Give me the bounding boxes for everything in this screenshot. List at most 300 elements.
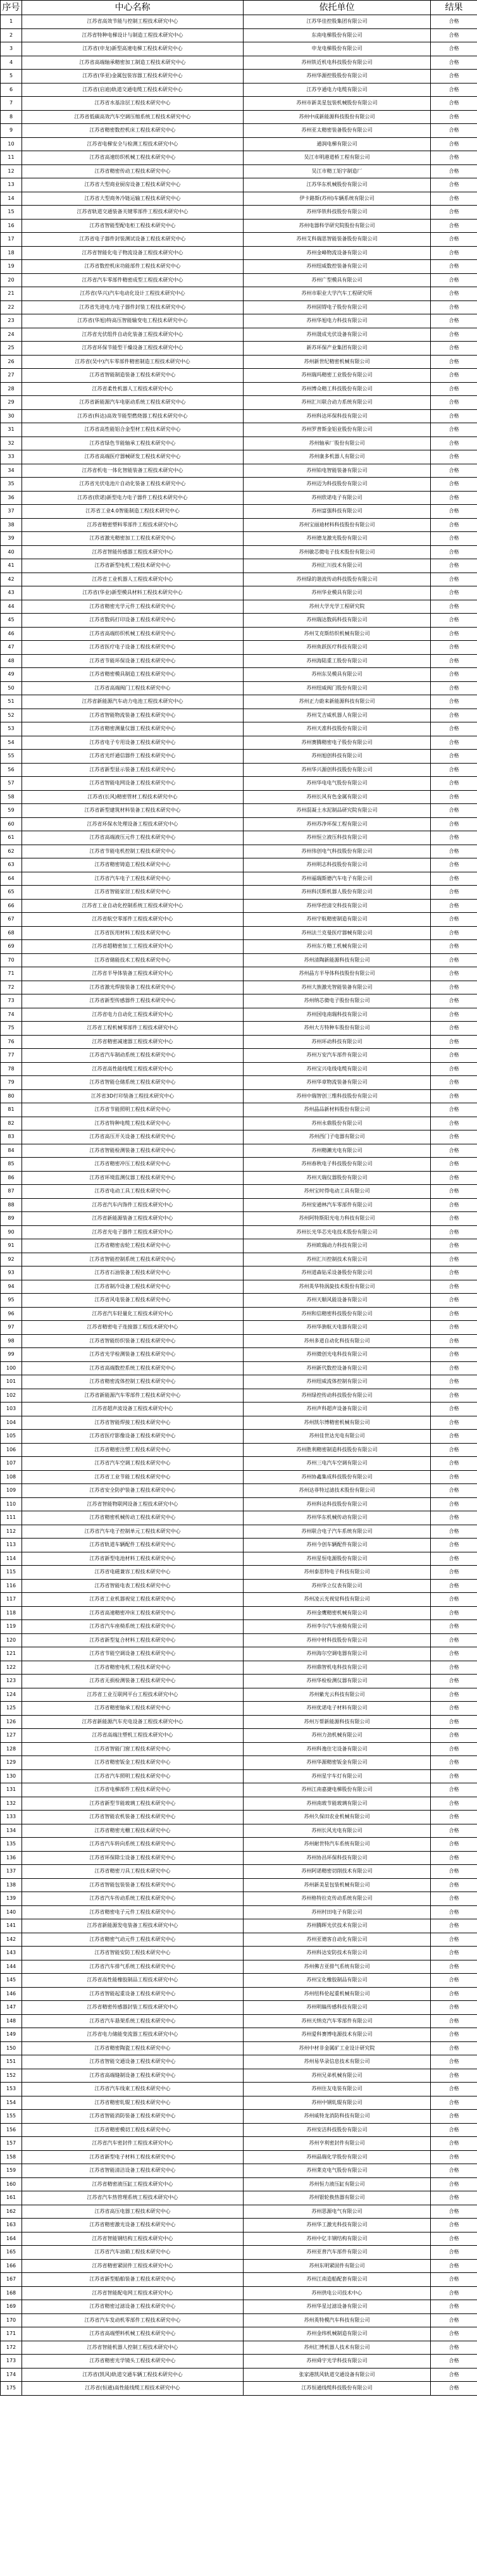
table-row xyxy=(1,913,477,927)
result: 合格 xyxy=(431,1348,477,1362)
table-row xyxy=(1,1280,477,1294)
row-number: 18 xyxy=(1,246,22,260)
host-unit: 苏州纽威阀门股份有限公司 xyxy=(244,681,431,695)
host-unit: 苏州富强科技有限公司 xyxy=(244,505,431,519)
host-unit: 苏州中材非金属矿工业设计研究院 xyxy=(244,2041,431,2055)
result: 合格 xyxy=(431,28,477,42)
host-unit: 苏州华业模具有限公司 xyxy=(244,586,431,600)
center-name: 江苏省(华旭)特高压智能输变电工程技术研究中心 xyxy=(22,314,244,328)
table-row xyxy=(1,668,477,682)
row-number: 21 xyxy=(1,287,22,301)
result: 合格 xyxy=(431,600,477,614)
host-unit: 苏州敏芯微电子技术股份有限公司 xyxy=(244,545,431,559)
table-row xyxy=(1,369,477,383)
table-row xyxy=(1,1144,477,1158)
result: 合格 xyxy=(431,2001,477,2015)
host-unit: 苏州微创光电科技有限公司 xyxy=(244,1348,431,1362)
table-row xyxy=(1,1307,477,1321)
host-unit: 苏州中钢轧辊有限公司 xyxy=(244,2096,431,2110)
center-name: 江苏省汽车转向系统工程技术研究中心 xyxy=(22,1838,244,1852)
table-row xyxy=(1,994,477,1008)
table-row xyxy=(1,817,477,831)
center-name: 江苏省精密陶瓷工程技术研究中心 xyxy=(22,2041,244,2055)
row-number: 54 xyxy=(1,736,22,750)
center-name: 江苏省医用材料工程技术研究中心 xyxy=(22,926,244,940)
host-unit: 苏州旭创科技有限公司 xyxy=(244,750,431,764)
host-unit: 张家港凯风轨道交通设备有限公司 xyxy=(244,2368,431,2382)
center-name: 江苏省精密电子连接器工程技术研究中心 xyxy=(22,1321,244,1335)
host-unit: 苏州华星过滤设备有限公司 xyxy=(244,2300,431,2314)
row-number: 155 xyxy=(1,2110,22,2124)
table-row xyxy=(1,2001,477,2015)
result: 合格 xyxy=(431,858,477,872)
center-name: 江苏省高性能铝合金型材工程技术研究中心 xyxy=(22,423,244,437)
center-name: 江苏省精密塑料零部件工程技术研究中心 xyxy=(22,518,244,532)
row-number: 165 xyxy=(1,2246,22,2260)
center-name: 江苏省高端塑料机械工程技术研究中心 xyxy=(22,2327,244,2341)
result: 合格 xyxy=(431,56,477,70)
center-name: 江苏省(凯风)轨道交通车辆工程技术研究中心 xyxy=(22,2368,244,2382)
result: 合格 xyxy=(431,545,477,559)
result: 合格 xyxy=(431,1702,477,1716)
center-name: 江苏省汽车轻量化工程技术研究中心 xyxy=(22,1307,244,1321)
result: 合格 xyxy=(431,2259,477,2273)
center-name: 江苏省3D打印装备工程技术研究中心 xyxy=(22,1089,244,1103)
table-row xyxy=(1,940,477,954)
center-name: 江苏省高端轴承精密加工制造工程技术研究中心 xyxy=(22,56,244,70)
result: 合格 xyxy=(431,1824,477,1838)
table-row xyxy=(1,926,477,940)
center-name: 江苏省智能物联网设备工程技术研究中心 xyxy=(22,1497,244,1511)
center-name: 江苏省环保除尘设备工程技术研究中心 xyxy=(22,1851,244,1865)
host-unit: 苏州宝兴电线电缆有限公司 xyxy=(244,1062,431,1076)
row-number: 126 xyxy=(1,1715,22,1729)
result: 合格 xyxy=(431,1539,477,1552)
host-unit: 苏州纳芯微电子股份有限公司 xyxy=(244,994,431,1008)
table-row xyxy=(1,1103,477,1117)
table-row xyxy=(1,1266,477,1280)
row-number: 13 xyxy=(1,178,22,192)
row-number: 42 xyxy=(1,573,22,586)
result: 合格 xyxy=(431,1892,477,1906)
row-number: 32 xyxy=(1,437,22,450)
host-unit: 苏州宝化橡胶制品有限公司 xyxy=(244,1974,431,1988)
center-name: 江苏省高端阀门工程技术研究中心 xyxy=(22,681,244,695)
result: 合格 xyxy=(431,83,477,97)
host-unit: 苏州中亿丰钢结构有限公司 xyxy=(244,2232,431,2246)
center-name: 江苏省高端医疗器械研发工程技术研究中心 xyxy=(22,450,244,464)
center-name: 江苏省大型商务冷链运输工程技术研究中心 xyxy=(22,192,244,206)
result: 合格 xyxy=(431,1919,477,1933)
host-unit: 苏州国电南瑞科技有限公司 xyxy=(244,1008,431,1022)
header-center-name: 中心名称 xyxy=(22,1,244,15)
row-number: 145 xyxy=(1,1974,22,1988)
table-row xyxy=(1,273,477,287)
host-unit: 苏州威特龙消防科技有限公司 xyxy=(244,2110,431,2124)
result: 合格 xyxy=(431,953,477,967)
result: 合格 xyxy=(431,518,477,532)
row-number: 23 xyxy=(1,314,22,328)
result: 合格 xyxy=(431,70,477,84)
result: 合格 xyxy=(431,2382,477,2396)
host-unit: 苏州天准科技股份有限公司 xyxy=(244,722,431,736)
result: 合格 xyxy=(431,695,477,709)
result: 合格 xyxy=(431,2014,477,2028)
host-unit: 苏州供电公司技术中心 xyxy=(244,2286,431,2300)
host-unit: 苏州华源控股股份有限公司 xyxy=(244,70,431,84)
center-name: 江苏省智能电表工程技术研究中心 xyxy=(22,1579,244,1593)
table-row xyxy=(1,1470,477,1484)
center-name: 江苏省工业互联网平台工程技术研究中心 xyxy=(22,1688,244,1702)
row-number: 115 xyxy=(1,1566,22,1580)
center-name: 江苏省精密光学元件工程技术研究中心 xyxy=(22,600,244,614)
center-name: 江苏省工业机器人工程技术研究中心 xyxy=(22,573,244,586)
table-row xyxy=(1,2205,477,2219)
center-name: 江苏省激光精密加工工程技术研究中心 xyxy=(22,532,244,546)
center-name: 江苏省石油装备工程技术研究中心 xyxy=(22,1266,244,1280)
result: 合格 xyxy=(431,1987,477,2001)
table-row xyxy=(1,1769,477,1783)
center-name: 江苏省新能源汽车电驱动系统工程技术研究中心 xyxy=(22,396,244,410)
center-name: 江苏省智能家居工程技术研究中心 xyxy=(22,886,244,900)
center-name: 江苏省光学检测装备工程技术研究中心 xyxy=(22,1348,244,1362)
row-number: 41 xyxy=(1,559,22,573)
center-name: 江苏省新能源汽车充电设备工程技术研究中心 xyxy=(22,1715,244,1729)
host-unit: 吴江市明港道桥工程有限公司 xyxy=(244,151,431,165)
host-unit: 苏州铂电智能装备有限公司 xyxy=(244,464,431,478)
result: 合格 xyxy=(431,314,477,328)
host-unit: 苏州福瑞斯德汽车电子有限公司 xyxy=(244,872,431,886)
row-number: 95 xyxy=(1,1294,22,1308)
table-row xyxy=(1,42,477,56)
center-name: 江苏省(科达)高效节能型燃烧器工程技术研究中心 xyxy=(22,409,244,423)
row-number: 58 xyxy=(1,790,22,804)
host-unit: 伊卡路斯(苏州)车辆系统有限公司 xyxy=(244,192,431,206)
center-name: 江苏省新型电机工程技术研究中心 xyxy=(22,559,244,573)
row-number: 108 xyxy=(1,1470,22,1484)
row-number: 5 xyxy=(1,70,22,84)
host-unit: 苏州村田电子有限公司 xyxy=(244,1905,431,1919)
row-number: 57 xyxy=(1,777,22,791)
host-unit: 苏州泰思特电子科技有限公司 xyxy=(244,1566,431,1580)
center-name: 江苏省电力储能变流器工程技术研究中心 xyxy=(22,2028,244,2042)
host-unit: 苏州金峰物流设备有限公司 xyxy=(244,246,431,260)
host-unit: 苏州思源电气有限公司 xyxy=(244,2205,431,2219)
result: 合格 xyxy=(431,1974,477,1988)
host-unit: 苏州华源精密钣金有限公司 xyxy=(244,1756,431,1770)
row-number: 128 xyxy=(1,1742,22,1756)
row-number: 55 xyxy=(1,750,22,764)
center-name: 江苏省智能包装装备工程技术研究中心 xyxy=(22,1878,244,1892)
result: 合格 xyxy=(431,505,477,519)
center-name: 江苏省汽车线束工程技术研究中心 xyxy=(22,2083,244,2096)
center-name: 江苏省智能焊接工程技术研究中心 xyxy=(22,1416,244,1430)
row-number: 144 xyxy=(1,1960,22,1974)
host-unit: 苏州大族激光智能装备有限公司 xyxy=(244,981,431,994)
result: 合格 xyxy=(431,1470,477,1484)
table-row xyxy=(1,423,477,437)
table-row xyxy=(1,2341,477,2355)
row-number: 96 xyxy=(1,1307,22,1321)
row-number: 51 xyxy=(1,695,22,709)
row-number: 161 xyxy=(1,2191,22,2205)
host-unit: 苏州大方特种车股份有限公司 xyxy=(244,1022,431,1036)
table-row xyxy=(1,1185,477,1199)
result: 合格 xyxy=(431,2368,477,2382)
row-number: 68 xyxy=(1,926,22,940)
result: 合格 xyxy=(431,2300,477,2314)
row-number: 121 xyxy=(1,1647,22,1661)
center-name: 江苏省(欣诺)新型电力电子器件工程技术研究中心 xyxy=(22,491,244,505)
table-row xyxy=(1,1933,477,1947)
row-number: 122 xyxy=(1,1661,22,1675)
row-number: 171 xyxy=(1,2327,22,2341)
result: 合格 xyxy=(431,967,477,981)
result: 合格 xyxy=(431,151,477,165)
row-number: 17 xyxy=(1,233,22,247)
result: 合格 xyxy=(431,97,477,111)
table-row xyxy=(1,328,477,342)
table-row xyxy=(1,1239,477,1253)
row-number: 94 xyxy=(1,1280,22,1294)
result: 合格 xyxy=(431,559,477,573)
center-name: 江苏省环境监测仪器工程技术研究中心 xyxy=(22,1171,244,1185)
row-number: 27 xyxy=(1,369,22,383)
table-row xyxy=(1,790,477,804)
row-number: 104 xyxy=(1,1416,22,1430)
row-number: 119 xyxy=(1,1620,22,1634)
center-name: 江苏省精密齿轮工程技术研究中心 xyxy=(22,1239,244,1253)
table-row xyxy=(1,83,477,97)
row-number: 167 xyxy=(1,2273,22,2287)
center-name: 江苏省精密刀具工程技术研究中心 xyxy=(22,1865,244,1879)
center-name: 江苏省高端液压元件工程技术研究中心 xyxy=(22,831,244,845)
result: 合格 xyxy=(431,1321,477,1335)
center-name: 江苏省智能制造装备工程技术研究中心 xyxy=(22,369,244,383)
row-number: 157 xyxy=(1,2137,22,2151)
row-number: 166 xyxy=(1,2259,22,2273)
table-row xyxy=(1,56,477,70)
result: 合格 xyxy=(431,1266,477,1280)
result: 合格 xyxy=(431,1552,477,1566)
table-row xyxy=(1,300,477,314)
center-name: 江苏省精密电机工程技术研究中心 xyxy=(22,1661,244,1675)
table-row xyxy=(1,2259,477,2273)
center-name: 江苏省汽车发动机零部件工程技术研究中心 xyxy=(22,2313,244,2327)
row-number: 148 xyxy=(1,2014,22,2028)
row-number: 138 xyxy=(1,1878,22,1892)
result: 合格 xyxy=(431,164,477,178)
row-number: 40 xyxy=(1,545,22,559)
host-unit: 苏州长风光电有限公司 xyxy=(244,1824,431,1838)
center-name: 江苏省精密电子元件工程技术研究中心 xyxy=(22,1905,244,1919)
center-name: 江苏省光电子器件工程技术研究中心 xyxy=(22,1225,244,1239)
row-number: 14 xyxy=(1,192,22,206)
result: 合格 xyxy=(431,1838,477,1852)
host-unit: 苏州爱科赛博电源技术有限公司 xyxy=(244,2028,431,2042)
row-number: 84 xyxy=(1,1144,22,1158)
center-name: 江苏省超声波设备工程技术研究中心 xyxy=(22,1403,244,1416)
row-number: 141 xyxy=(1,1919,22,1933)
row-number: 105 xyxy=(1,1430,22,1444)
result: 合格 xyxy=(431,450,477,464)
center-name: 江苏省(华业)新型模具材料工程技术研究中心 xyxy=(22,586,244,600)
host-unit: 苏州华东机械传动有限公司 xyxy=(244,1511,431,1525)
table-row xyxy=(1,2300,477,2314)
host-unit: 苏州晶方半导体科技股份有限公司 xyxy=(244,967,431,981)
row-number: 114 xyxy=(1,1552,22,1566)
host-unit: 苏州华旭电力科技有限公司 xyxy=(244,314,431,328)
table-row xyxy=(1,1130,477,1144)
center-name: 江苏省新型船舶装备工程技术研究中心 xyxy=(22,2273,244,2287)
table-row xyxy=(1,478,477,492)
center-name: 江苏省智能纺织装备工程技术研究中心 xyxy=(22,1334,244,1348)
center-name: 江苏省智能物流装备工程技术研究中心 xyxy=(22,709,244,722)
row-number: 91 xyxy=(1,1239,22,1253)
result: 合格 xyxy=(431,1443,477,1457)
center-name: 江苏省汽车零部件精密成型工程技术研究中心 xyxy=(22,273,244,287)
table-row xyxy=(1,1416,477,1430)
host-unit: 苏州晶瑞化学股份有限公司 xyxy=(244,2150,431,2164)
result: 合格 xyxy=(431,1497,477,1511)
result: 合格 xyxy=(431,1633,477,1647)
center-name: 江苏省高性能橡胶制品工程技术研究中心 xyxy=(22,1974,244,1988)
table-row xyxy=(1,1606,477,1620)
row-number: 11 xyxy=(1,151,22,165)
row-number: 146 xyxy=(1,1987,22,2001)
host-unit: 苏州腾晖光伏技术有限公司 xyxy=(244,1919,431,1933)
table-row xyxy=(1,899,477,913)
row-number: 149 xyxy=(1,2028,22,2042)
table-row xyxy=(1,1022,477,1036)
row-number: 4 xyxy=(1,56,22,70)
result: 合格 xyxy=(431,2341,477,2355)
row-number: 60 xyxy=(1,817,22,831)
host-unit: 苏州中成新能源科技股份有限公司 xyxy=(244,110,431,124)
host-unit: 苏州江南造船配套有限公司 xyxy=(244,2273,431,2287)
host-unit: 苏州海尔空调电器有限公司 xyxy=(244,1647,431,1661)
table-row xyxy=(1,750,477,764)
row-number: 62 xyxy=(1,845,22,858)
result: 合格 xyxy=(431,804,477,818)
result: 合格 xyxy=(431,2164,477,2178)
row-number: 97 xyxy=(1,1321,22,1335)
row-number: 111 xyxy=(1,1511,22,1525)
result: 合格 xyxy=(431,1783,477,1797)
host-unit: 苏州康多机器人有限公司 xyxy=(244,450,431,464)
row-number: 53 xyxy=(1,722,22,736)
center-name: 江苏省精密冲压工程技术研究中心 xyxy=(22,1158,244,1172)
result: 合格 xyxy=(431,1361,477,1375)
table-row xyxy=(1,2382,477,2396)
result: 合格 xyxy=(431,273,477,287)
table-row xyxy=(1,2368,477,2382)
host-unit: 苏州混凝土水泥制品研究院有限公司 xyxy=(244,804,431,818)
host-unit: 苏州欧瑞动力科技有限公司 xyxy=(244,1239,431,1253)
table-row xyxy=(1,2191,477,2205)
result: 合格 xyxy=(431,831,477,845)
result: 合格 xyxy=(431,1307,477,1321)
table-row xyxy=(1,28,477,42)
center-name: 江苏省新型节能玻璃工程技术研究中心 xyxy=(22,1797,244,1811)
result: 合格 xyxy=(431,981,477,994)
center-name: 江苏省智能控制系统工程技术研究中心 xyxy=(22,1253,244,1266)
result: 合格 xyxy=(431,178,477,192)
result: 合格 xyxy=(431,1076,477,1090)
host-unit: 苏州鼎智机电科技有限公司 xyxy=(244,1661,431,1675)
row-number: 2 xyxy=(1,28,22,42)
row-number: 90 xyxy=(1,1225,22,1239)
result: 合格 xyxy=(431,2150,477,2164)
center-name: 江苏省轨道交通装备关键零部件工程技术研究中心 xyxy=(22,206,244,220)
host-unit: 苏州广型模具有限公司 xyxy=(244,273,431,287)
result: 合格 xyxy=(431,1158,477,1172)
row-number: 102 xyxy=(1,1389,22,1403)
host-unit: 苏州春秋电子科技股份有限公司 xyxy=(244,1158,431,1172)
table-row xyxy=(1,736,477,750)
result: 合格 xyxy=(431,777,477,791)
center-name: 江苏省医疗电子设备工程技术研究中心 xyxy=(22,641,244,655)
center-name: 江苏省汽车座椅系统工程技术研究中心 xyxy=(22,1620,244,1634)
row-number: 33 xyxy=(1,450,22,464)
host-unit: 苏州迈为科技股份有限公司 xyxy=(244,478,431,492)
result: 合格 xyxy=(431,1403,477,1416)
row-number: 125 xyxy=(1,1702,22,1716)
center-name: 江苏省精密数控机床工程技术研究中心 xyxy=(22,124,244,138)
host-unit: 苏州恒立液压科技有限公司 xyxy=(244,831,431,845)
result: 合格 xyxy=(431,1729,477,1743)
result: 合格 xyxy=(431,817,477,831)
host-unit: 苏州凌云光视觉科技有限公司 xyxy=(244,1593,431,1607)
table-row xyxy=(1,614,477,628)
table-row xyxy=(1,1348,477,1362)
host-unit: 苏州汇博机器人技术有限公司 xyxy=(244,2341,431,2355)
table-row xyxy=(1,2313,477,2327)
host-unit: 苏州安洁科技股份有限公司 xyxy=(244,2123,431,2137)
row-number: 56 xyxy=(1,763,22,777)
table-row xyxy=(1,2137,477,2151)
center-name: 江苏省风电装备工程技术研究中心 xyxy=(22,1294,244,1308)
row-number: 151 xyxy=(1,2055,22,2069)
row-number: 34 xyxy=(1,464,22,478)
row-number: 48 xyxy=(1,654,22,668)
result: 合格 xyxy=(431,994,477,1008)
center-name: 江苏省智能安防工程技术研究中心 xyxy=(22,1947,244,1960)
row-number: 75 xyxy=(1,1022,22,1036)
table-row xyxy=(1,2055,477,2069)
result: 合格 xyxy=(431,2191,477,2205)
host-unit: 苏州环动科技有限公司 xyxy=(244,1035,431,1049)
table-row xyxy=(1,1049,477,1063)
center-name: 江苏省(吴中)汽车零部件精密制造工程技术研究中心 xyxy=(22,355,244,369)
row-number: 66 xyxy=(1,899,22,913)
center-name: 江苏省精密模切工程技术研究中心 xyxy=(22,2123,244,2137)
host-unit: 苏州阿特斯阳光电力科技有限公司 xyxy=(244,1212,431,1226)
result: 合格 xyxy=(431,1225,477,1239)
result: 合格 xyxy=(431,246,477,260)
center-name: 江苏省汽车油箱工程技术研究中心 xyxy=(22,2246,244,2260)
table-row xyxy=(1,559,477,573)
table-row xyxy=(1,654,477,668)
row-number: 100 xyxy=(1,1361,22,1375)
table-row xyxy=(1,1225,477,1239)
result: 合格 xyxy=(431,1212,477,1226)
table-row xyxy=(1,1403,477,1416)
table-row xyxy=(1,2219,477,2232)
row-number: 120 xyxy=(1,1633,22,1647)
center-name: 江苏省智能检测装备工程技术研究中心 xyxy=(22,1144,244,1158)
host-unit: 苏州耐世特汽车系统有限公司 xyxy=(244,1838,431,1852)
